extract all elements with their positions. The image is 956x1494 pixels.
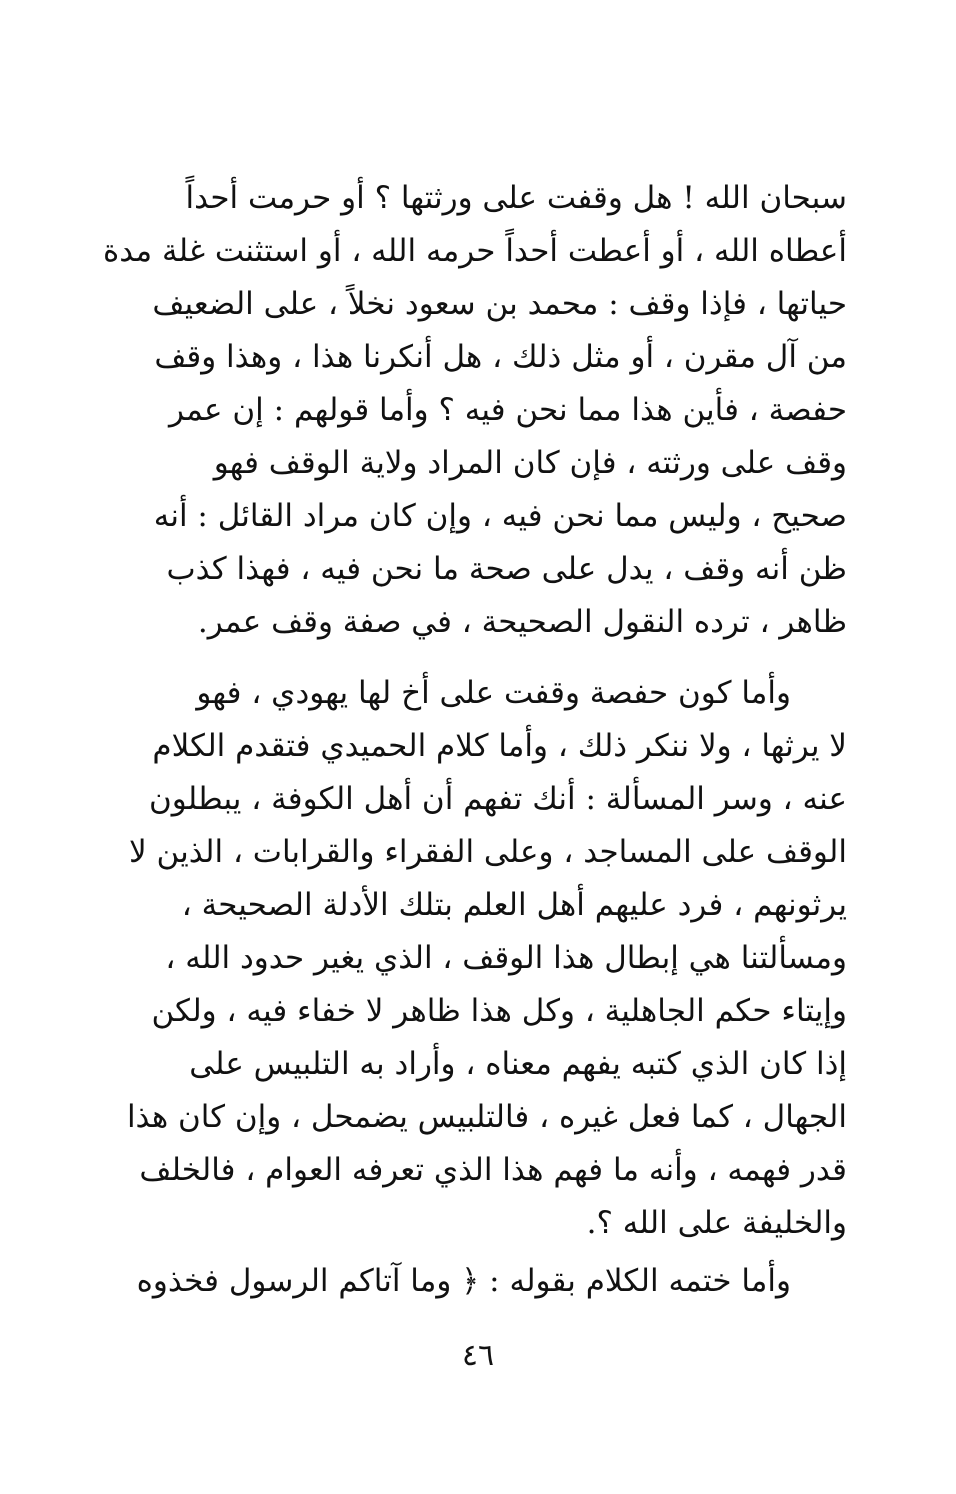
text-line: ظاهر ، ترده النقول الصحيحة ، في صفة وقف عمر. <box>197 604 847 640</box>
text-line: إذا كان الذي كتبه يفهم معناه ، وأراد به التلبيس على <box>189 1046 847 1082</box>
paragraph <box>103 1255 847 1308</box>
page-number: ٤٦ <box>461 1338 495 1373</box>
text-line: قدر فهمه ، وأنه ما فهم هذا الذي تعرفه العوام ، فالخلف <box>139 1152 847 1188</box>
text-line: صحيح ، وليس مما نحن فيه ، وإن كان مراد القائل : أنه <box>153 498 847 534</box>
text-line: وقف على ورثته ، فإن كان المراد ولاية الوقف فهو <box>213 445 847 481</box>
text-line: والخليفة على الله ؟. <box>586 1205 847 1241</box>
text-line: وأما ختمه الكلام بقوله : ﴿ وما آتاكم الرسول فخذوه <box>136 1263 791 1299</box>
text-line: من آل مقرن ، أو مثل ذلك ، هل أنكرنا هذا ، وهذا وقف <box>154 339 847 375</box>
text-line: الوقف على المساجد ، وعلى الفقراء والقرابات ، الذين لا <box>129 834 847 870</box>
text-line: سبحان الله ! هل وقفت على ورثتها ؟ أو حرمت أحداً <box>185 180 847 216</box>
text-line: حياتها ، فإذا وقف : محمد بن سعود نخلاً ، على الضعيف <box>152 286 847 322</box>
text-line: وأما كون حفصة وقفت على أخ لها يهودي ، فهو <box>196 675 791 711</box>
text-line: أعطاه الله ، أو أعطت أحداً حرمه الله ، أو استثنت غلة مدة <box>103 233 847 269</box>
paragraph <box>103 667 847 1250</box>
text-line: ظن أنه وقف ، يدل على صحة ما نحن فيه ، فهذا كذب <box>166 551 847 587</box>
text-line: لا يرثها ، ولا ننكر ذلك ، وأما كلام الحميدي فتقدم الكلام <box>152 728 847 764</box>
paragraph <box>103 172 847 649</box>
text-line: ومسألتنا هي إبطال هذا الوقف ، الذي يغير حدود الله ، <box>165 940 847 976</box>
text-line: يرثونهم ، فرد عليهم أهل العلم بتلك الأدلة الصحيحة ، <box>181 887 847 923</box>
text-line: الجهال ، كما فعل غيره ، فالتلبيس يضمحل ، وإن كان هذا <box>126 1099 847 1135</box>
text-line: وإيتاء حكم الجاهلية ، وكل هذا ظاهر لا خفاء فيه ، ولكن <box>151 993 847 1029</box>
text-line: عنه ، وسر المسألة : أنك تفهم أن أهل الكوفة ، يبطلون <box>148 781 847 817</box>
text-line: حفصة ، فأين هذا مما نحن فيه ؟ وأما قولهم : إن عمر <box>169 392 847 428</box>
